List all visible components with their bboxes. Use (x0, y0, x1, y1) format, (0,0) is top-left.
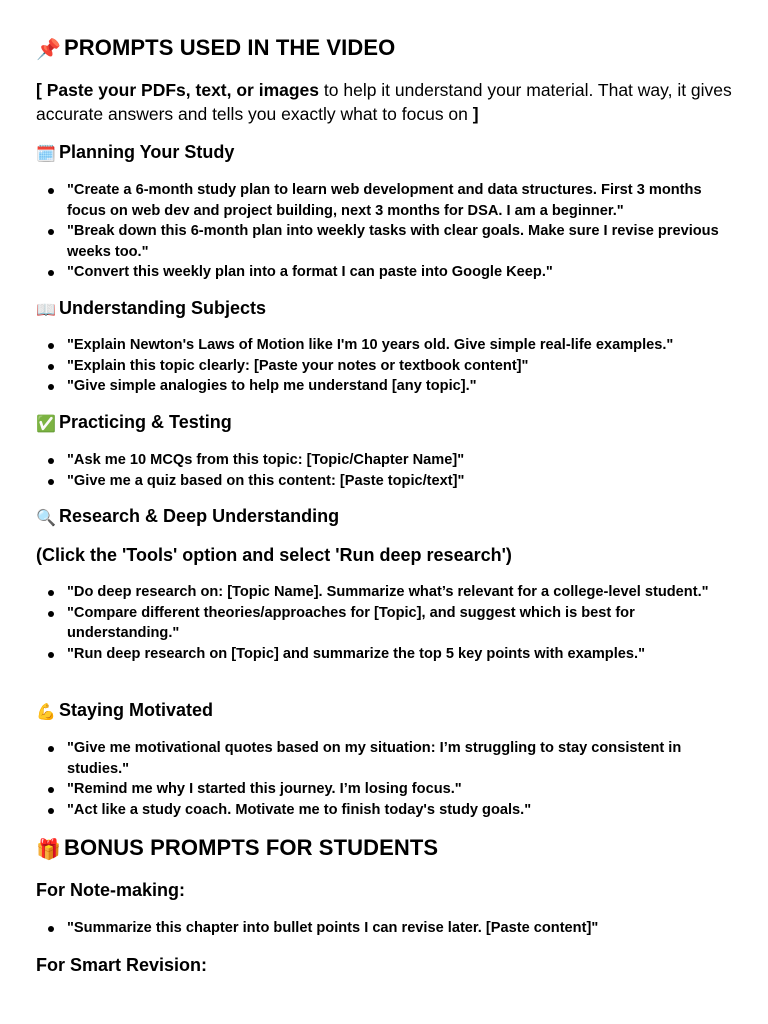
bonus-subheading-note-making: For Note-making: (36, 880, 186, 900)
bullet (48, 746, 54, 752)
pushpin-icon: 📌 (36, 39, 62, 61)
list-item (36, 779, 736, 800)
prompt-text: "Run deep research on [Topic] and summarize the top 5 key points with examples." (67, 645, 645, 662)
bullet (48, 926, 54, 932)
bullet (48, 229, 54, 235)
prompt-text: "Give simple analogies to help me understand [any topic]." (67, 378, 477, 394)
prompt-text: "Give me motivational quotes based on my situation: I’m struggling to stay consistent in studies." (67, 740, 682, 777)
section-title: Research & Deep Understanding (59, 506, 340, 526)
prompt-text: "Create a 6-month study plan to learn web development and data structures. First 3 months focus on web dev and project building, next 3 months for DSA. I am a beginner." (67, 182, 702, 219)
bullet (48, 808, 54, 814)
bullet (48, 479, 54, 485)
list-item (36, 800, 736, 821)
list-item (36, 450, 736, 471)
list-item (36, 471, 736, 492)
bullet (48, 590, 54, 596)
list-item (36, 180, 736, 221)
bullet (48, 188, 54, 194)
section-title: Staying Motivated (59, 700, 214, 720)
research-prompt-list (36, 582, 736, 664)
prompt-text: "Ask me 10 MCQs from this topic: [Topic/Chapter Name]" (67, 452, 465, 468)
flexed-biceps-icon: 💪 (36, 704, 56, 721)
prompt-text: "Act like a study coach. Motivate me to finish today's study goals." (67, 801, 532, 818)
magnifying-glass-icon: 🔍 (36, 510, 56, 527)
main-heading (36, 34, 395, 64)
section-title: Practicing & Testing (59, 412, 232, 432)
practicing-prompt-list (36, 450, 736, 491)
list-item (36, 582, 736, 603)
intro-bold-text: Paste your PDFs, text, or images (46, 80, 320, 100)
bonus-heading (36, 834, 438, 864)
check-mark-icon: ✅ (36, 416, 56, 433)
calendar-icon: 🗓️ (36, 146, 56, 163)
motivation-prompt-list (36, 738, 736, 820)
intro-open-bracket: [ (36, 80, 47, 100)
section-heading-motivation (36, 698, 213, 725)
main-heading-text: PROMPTS USED IN THE VIDEO (64, 35, 396, 60)
list-item (36, 356, 736, 377)
research-tools-note: (Click the 'Tools' option and select 'Run deep research') (36, 545, 512, 565)
section-heading-research (36, 504, 339, 531)
intro-rest-text: to help it understand your material. That way, it gives accurate answers and tells you exactly what to focus on (36, 80, 732, 124)
note-making-prompt-list (36, 918, 736, 939)
prompt-text: "Give me a quiz based on this content: [Paste topic/text]" (67, 472, 465, 489)
prompt-text: "Compare different theories/approaches for [Topic], and suggest which is best for understanding." (67, 604, 635, 641)
section-heading-practicing (36, 410, 232, 437)
bullet (48, 652, 54, 658)
prompt-text: "Remind me why I started this journey. I’m losing focus." (67, 781, 462, 797)
list-item (36, 918, 736, 939)
open-book-icon: 📖 (36, 302, 56, 319)
prompt-text: "Summarize this chapter into bullet points I can revise later. [Paste content]" (67, 920, 599, 936)
section-heading-understanding (36, 296, 266, 323)
bullet (48, 364, 54, 370)
bonus-heading-text: BONUS PROMPTS FOR STUDENTS (64, 835, 439, 860)
bullet (48, 343, 54, 349)
bullet (48, 611, 54, 617)
intro-close-bracket: ] (472, 104, 479, 124)
list-item (36, 603, 736, 644)
understanding-prompt-list (36, 335, 736, 397)
intro-paragraph (36, 78, 736, 126)
bullet (48, 270, 54, 276)
prompt-text: "Break down this 6-month plan into weekly tasks with clear goals. Make sure I revise previous weeks too." (67, 223, 719, 260)
section-heading-planning (36, 140, 234, 167)
list-item (36, 738, 736, 779)
bullet (48, 458, 54, 464)
section-title: Understanding Subjects (59, 298, 267, 318)
list-item (36, 262, 736, 283)
list-item (36, 335, 736, 356)
prompt-text: "Do deep research on: [Topic Name]. Summarize what’s relevant for a college-level student." (67, 584, 709, 600)
bullet (48, 384, 54, 390)
prompt-text: "Explain Newton's Laws of Motion like I'm 10 years old. Give simple real-life examples." (67, 337, 674, 353)
list-item (36, 221, 736, 262)
list-item (36, 376, 736, 397)
planning-prompt-list (36, 180, 736, 283)
bullet (48, 787, 54, 793)
prompt-text: "Convert this weekly plan into a format I can paste into Google Keep." (67, 264, 553, 280)
section-title: Planning Your Study (59, 142, 235, 162)
gift-icon: 🎁 (36, 839, 62, 861)
list-item (36, 644, 736, 665)
bonus-subheading-smart-revision: For Smart Revision: (36, 955, 208, 975)
prompt-text: "Explain this topic clearly: [Paste your notes or textbook content]" (67, 357, 529, 374)
